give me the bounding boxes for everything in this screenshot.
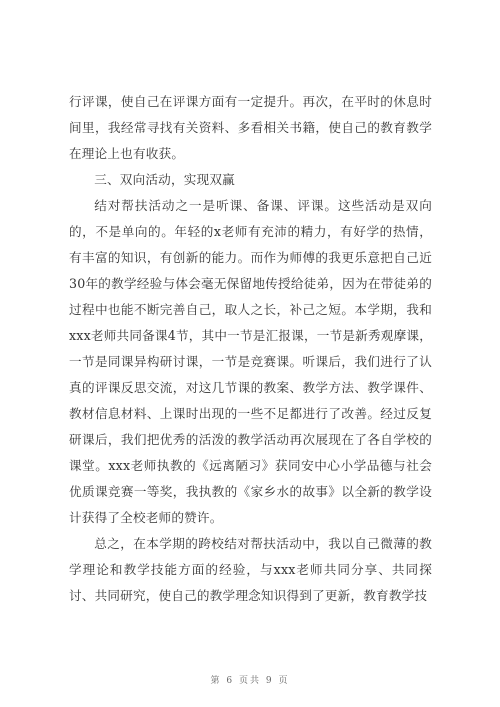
paragraph-1: 行评课，使自己在评课方面有一定提升。再次，在平时的休息时间里，我经常寻找有关资料、多看相关书籍，使自己的教育教学在理论上也有收获。: [69, 94, 432, 161]
page-footer: 第 6 页共 9 页: [210, 676, 290, 686]
paragraph-2: 结对帮扶活动之一是听课、备课、评课。这些活动是双向的，不是单向的。年轻的x老师有充沛的精力，有好学的热情，有丰富的知识，有创新的能力。而作为师傅的我更乐意把自己近30年的教学经验与体会毫无保留地传授给徒弟，因为在带徒弟的过程中也能不断完善自己，取人之长，补己之短。本学期，我和xxx老师共同备课4节，其中一节是汇报课，一节是新秀观摩课，一节是同课异构研讨课，一节是竞赛课。听课后，我们进行了认真的评课反思交流，对这几节课的教案、教学方法、教学课件、教材信息材料、上课时出现的一些不足都进行了改善。经过反复研课后，我们把优秀的活泼的教学活动再次展现在了各自学校的课堂。xxx老师执教的《远离陋习》获同安中心小学品德与社会优质课竞赛一等奖，我执教的《家乡水的故事》以全新的教学设计获得了全校老师的赞许。: [69, 198, 432, 525]
document-body: [69, 89, 432, 609]
section-heading: 三、双向活动，实现双赢: [94, 172, 235, 187]
paragraph-3: 总之，在本学期的跨校结对帮扶活动中，我以自己微薄的教学理论和教学技能方面的经验，与xxx老师共同分享、共同探讨、共同研究，使自己的教学理念知识得到了更新，教育教学技: [69, 536, 432, 603]
